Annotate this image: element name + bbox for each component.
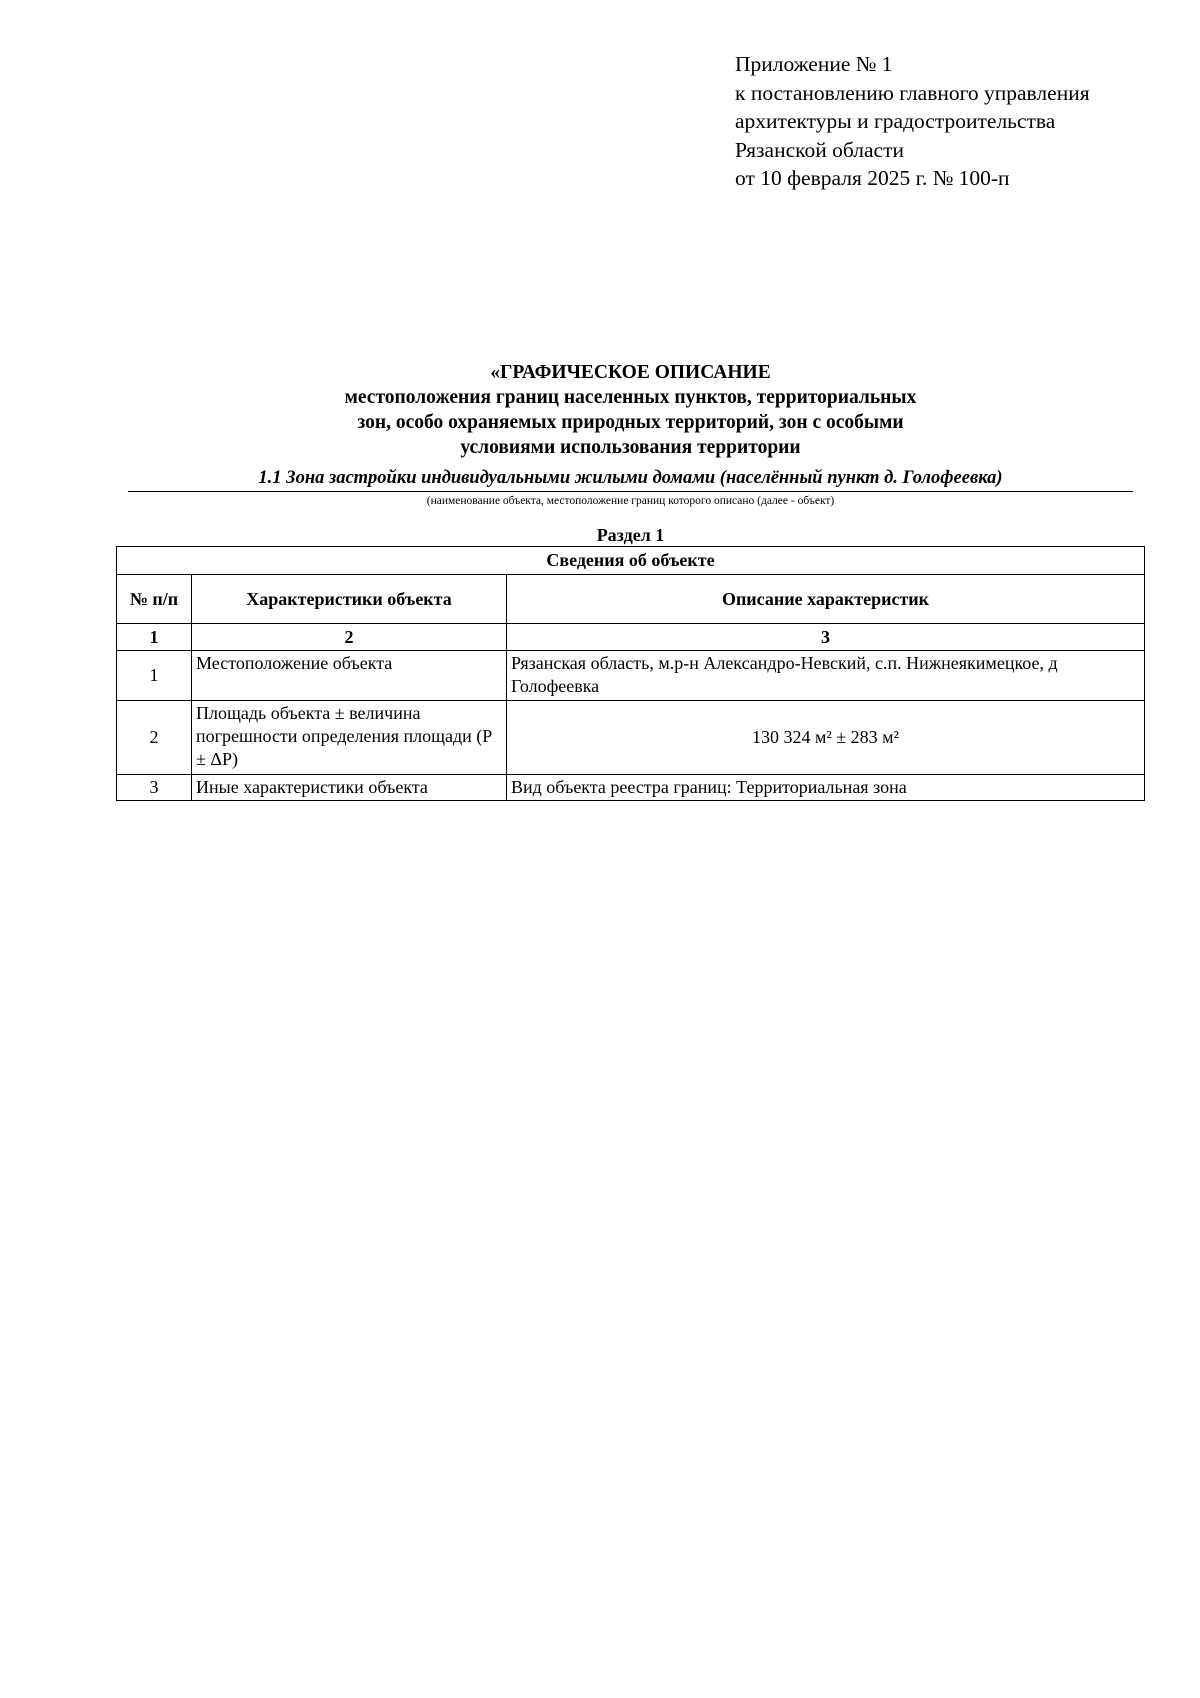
object-caption: (наименование объекта, местоположение границ которого описано (далее - объект): [426, 495, 835, 507]
title-line: местоположения границ населенных пунктов, территориальных: [344, 387, 917, 408]
row-number: 3: [117, 775, 192, 801]
appendix-line: Рязанской области: [735, 137, 904, 162]
row-description: Рязанская область, м.р-н Александро-Невский, с.п. Нижнеякимецкое, д Голофеевка: [507, 651, 1145, 701]
title-line: «ГРАФИЧЕСКОЕ ОПИСАНИЕ: [490, 362, 771, 383]
object-name: 1.1 Зона застройки индивидуальными жилыми домами (населённый пункт д. Голофеевка): [258, 468, 1003, 488]
row-characteristic: Иные характеристики объекта: [192, 775, 507, 801]
appendix-line: к постановлению главного управления: [735, 80, 1090, 105]
row-characteristic: Местоположение объекта: [192, 651, 507, 701]
title-line: зон, особо охраняемых природных территорий, зон с особыми: [357, 412, 904, 433]
row-description: Вид объекта реестра границ: Территориальная зона: [507, 775, 1145, 801]
header-characteristic: Характеристики объекта: [192, 575, 507, 624]
table-row: [117, 775, 1145, 801]
row-number: 1: [117, 651, 192, 701]
row-number: 2: [117, 701, 192, 775]
row-description: 130 324 м² ± 283 м²: [507, 701, 1145, 775]
table-row: [117, 651, 1145, 701]
appendix-line: архитектуры и градостроительства: [735, 109, 1056, 133]
object-underline: [128, 491, 1133, 492]
column-number: 1: [117, 624, 192, 651]
appendix-line: от 10 февраля 2025 г. № 100-п: [735, 166, 1010, 190]
object-info-table: [116, 546, 1145, 801]
document-title: [128, 360, 1133, 460]
header-description: Описание характеристик: [507, 575, 1145, 624]
column-number: 3: [507, 624, 1145, 651]
table-caption: Сведения об объекте: [117, 547, 1145, 575]
section-title: Раздел 1: [596, 525, 665, 545]
header-number: № п/п: [117, 575, 192, 624]
column-number: 2: [192, 624, 507, 651]
row-characteristic: Площадь объекта ± величина погрешности определения площади (P ± ΔP): [192, 701, 507, 775]
table-row: [117, 701, 1145, 775]
appendix-block: [735, 50, 1175, 193]
title-line: условиями использования территории: [460, 437, 801, 458]
appendix-line: Приложение № 1: [735, 52, 893, 76]
